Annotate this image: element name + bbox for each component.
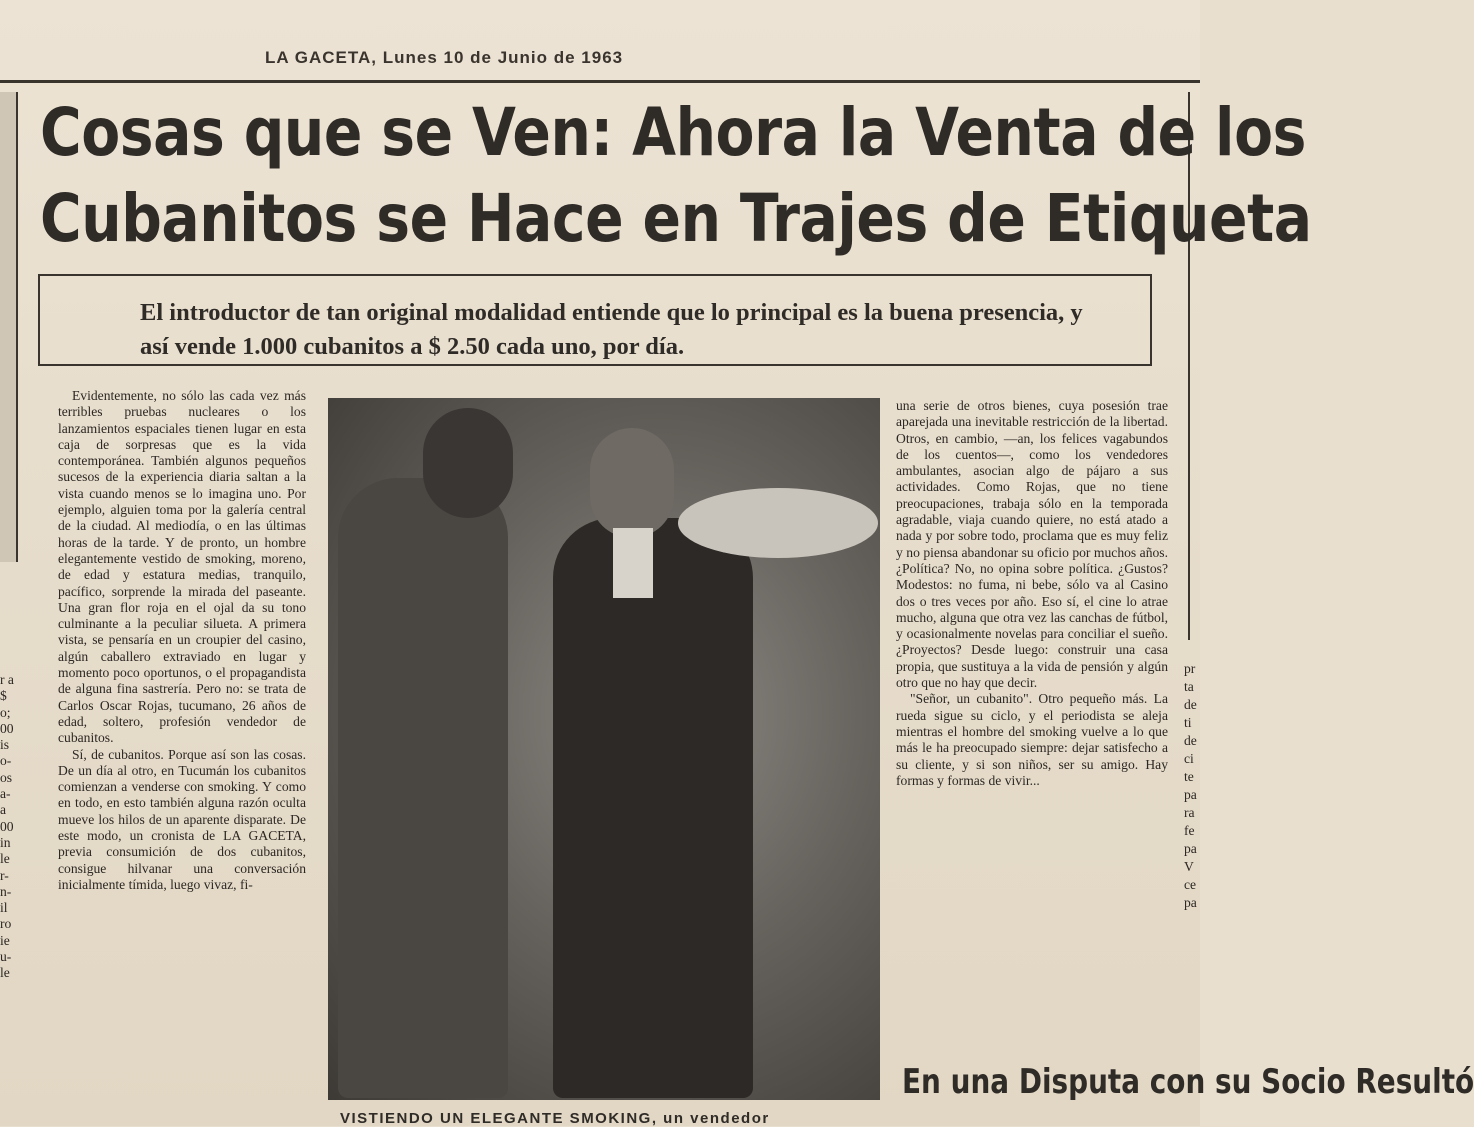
top-rule — [0, 80, 1200, 83]
photo-vendor-in-smoking — [328, 398, 880, 1100]
article-paragraph: Evidentemente, no sólo las cada vez más terribles pruebas nucleares o los lanzamientos espaciales tienen lugar en esta caja de sorpresas que es la vida contemporánea. También algunos pequeños sucesos de la experiencia diaria saltan a la vista cuando menos se lo imagina uno. Por ejemplo, alguien toma por la galería central de la ciudad. Al mediodía, o en las últimas horas de la tarde. Y de pronto, un hombre elegantemente vestido de smoking, moreno, de edad y estatura medias, tranquilo, pacífico, sorprende la mirada del paseante. Una gran flor roja en el ojal da su tono culminante a la peculiar silueta. A primera vista, se pensaría en un croupier del casino, algún caballero extraviado en lugar y momento poco oportunos, o el propagandista de alguna fina sastrería. Pero no: se trata de Carlos Oscar Rojas, tucumano, 26 años de edad, soltero, profesión vendedor de cubanitos. — [58, 388, 306, 746]
adjacent-column-border-right — [1188, 92, 1200, 640]
headline-line-1: Cosas que se Ven: Ahora la Venta de los — [40, 94, 1306, 171]
adjacent-column-border-left — [0, 92, 18, 562]
article-column-right — [896, 398, 1168, 789]
article-paragraph: Sí, de cubanitos. Porque así son las cosas. De un día al otro, en Tucumán los cubanitos comienzan a venderse con smoking. Y como en todo, en esto también alguna razón oculta mueve los hilos de un aparente disparate. De este modo, un cronista de LA GACETA, previa consumición de dos cubanitos, consigue hilvanar una conversación inicialmente tímida, luego vivaz, fi- — [58, 746, 306, 892]
article-paragraph: una serie de otros bienes, cuya posesión trae aparejada una inevitable restricción de la libertad. Otros, en cambio, —an, los felices vagabundos de los cuentos—, como los vendedores ambulantes, asocian algo de pájaro a sus actividades. Como Rojas, que no tiene preocupaciones, trabaja sólo en la temporada agradable, viaja cuando quiere, no está atado a nada y por sobre todo, proclama que es muy feliz y no piensa abandonar su oficio por muchos años. ¿Política? No, no opina sobre política. ¿Gustos? Modestos: no fuma, ni bebe, sólo va al Casino dos o tres veces por año. Eso sí, el cine lo atrae mucho, alguna que otra vez las canchas de fútbol, y ocasionalmente novelas para conciliar el sueño. ¿Proyectos? Desde luego: construir una casa propia, que sustituya a la vida de pensión y algún otro que no hay que decir. — [896, 398, 1168, 691]
photo-caption: VISTIENDO UN ELEGANTE SMOKING, un vendedor — [340, 1110, 770, 1127]
adjacent-column-text-right: pr ta de ti de ci te pa ra fe pa V ce pa — [1184, 661, 1197, 910]
headline-line-2: Cubanitos se Hace en Trajes de Etiqueta — [40, 180, 1312, 257]
adjacent-column-text-left: r a $ o; 00 is o- os a- a 00 in le r- n- il ro ie u- le — [0, 672, 14, 981]
article-column-left — [58, 388, 306, 893]
article-paragraph: "Señor, un cubanito". Otro pequeño más. La rueda sigue su ciclo, y el periodista se aleja mientras el hombre del smoking vuelve a lo que más le ha preocupado siempre: dejar satisfecho a su cliente, y si son niños, ser su amigo. Hay formas y formas de vivir... — [896, 691, 1168, 788]
sub-headline: En una Disputa con su Socio Resultó — [902, 1062, 1474, 1102]
deck: El introductor de tan original modalidad entiende que lo principal es la buena presencia, y así vende 1.000 cubanitos a $ 2.50 cada uno, por día. — [140, 299, 1083, 360]
masthead: LA GACETA, Lunes 10 de Junio de 1963 — [265, 48, 624, 67]
headline — [40, 90, 1312, 262]
